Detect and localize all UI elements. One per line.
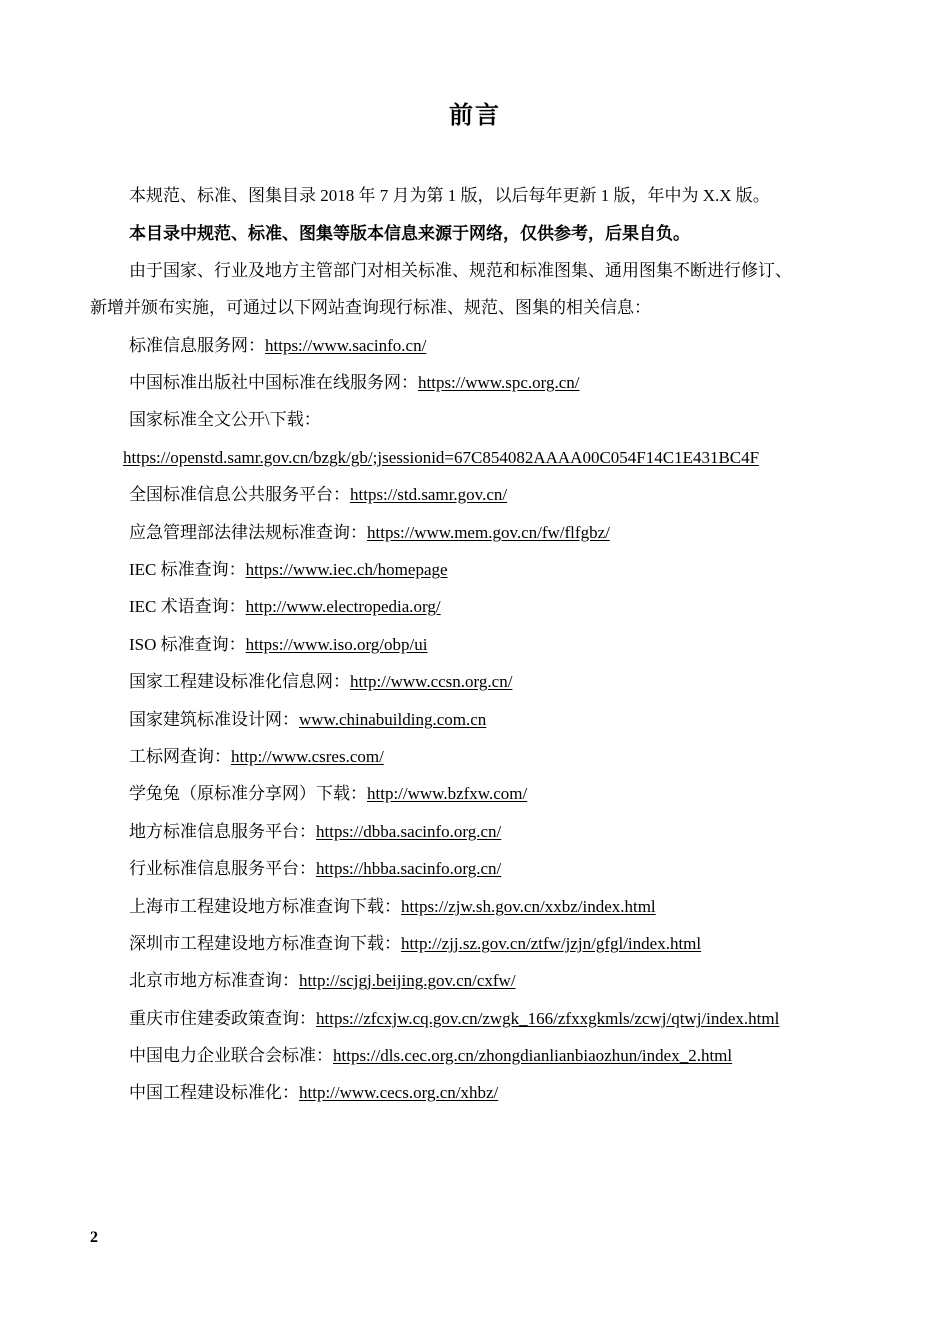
- link-item: [129, 670, 512, 694]
- link-item: [129, 932, 701, 956]
- link-item: [129, 857, 501, 881]
- link-url[interactable]: https://www.sacinfo.cn/: [265, 336, 427, 355]
- link-label: 学兔兔（原标准分享网）下载：: [129, 784, 367, 803]
- link-url[interactable]: https://dls.cec.org.cn/zhongdianlianbiaozhun/index_2.html: [333, 1046, 733, 1065]
- link-url[interactable]: http://scjgj.beijing.gov.cn/cxfw/: [299, 971, 516, 990]
- link-label: 全国标准信息公共服务平台：: [129, 485, 350, 504]
- link-url[interactable]: https://www.iso.org/obp/ui: [245, 635, 428, 654]
- link-label: 行业标准信息服务平台：: [129, 859, 316, 878]
- link-label: 深圳市工程建设地方标准查询下载：: [129, 934, 401, 953]
- link-url[interactable]: https://zfcxjw.cq.gov.cn/zwgk_166/zfxxgkmls/zcwj/qtwj/index.html: [316, 1009, 780, 1028]
- page-number: 2: [90, 1229, 98, 1246]
- page-title: 前言: [449, 103, 501, 129]
- intro-line-1: 由于国家、行业及地方主管部门对相关标准、规范和标准图集、通用图集不断进行修订、: [129, 261, 792, 280]
- link-label: 国家建筑标准设计网：: [129, 710, 299, 729]
- disclaimer: 本目录中规范、标准、图集等版本信息来源于网络，仅供参考，后果自负。: [129, 224, 690, 243]
- link-label: 地方标准信息服务平台：: [129, 822, 316, 841]
- link-item: [129, 969, 516, 993]
- link-label: 国家标准全文公开\下载：: [129, 410, 321, 429]
- link-item: [129, 895, 656, 919]
- link-url[interactable]: http://www.electropedia.org/: [245, 597, 441, 616]
- link-url[interactable]: https://dbba.sacinfo.org.cn/: [316, 822, 502, 841]
- link-url[interactable]: https://std.samr.gov.cn/: [350, 485, 508, 504]
- link-url[interactable]: https://zjw.sh.gov.cn/xxbz/index.html: [401, 897, 656, 916]
- link-item: [129, 1007, 779, 1031]
- link-url[interactable]: https://hbba.sacinfo.org.cn/: [316, 859, 502, 878]
- link-url[interactable]: https://openstd.samr.gov.cn/bzgk/gb/;jsessionid=67C854082AAAA00C054F14C1E431BC4F: [123, 448, 760, 467]
- link-label: IEC 标准查询：: [129, 560, 246, 579]
- link-item: [129, 334, 426, 358]
- link-url[interactable]: https://www.iec.ch/homepage: [245, 560, 448, 579]
- link-item: [129, 1081, 498, 1105]
- link-url[interactable]: https://www.mem.gov.cn/fw/flfgbz/: [367, 523, 610, 542]
- link-label: 中国标准出版社中国标准在线服务网：: [129, 373, 418, 392]
- link-item: [129, 820, 501, 844]
- link-label: 工标网查询：: [129, 747, 231, 766]
- link-item: [129, 558, 448, 582]
- link-label: 北京市地方标准查询：: [129, 971, 299, 990]
- link-url[interactable]: https://www.spc.org.cn/: [418, 373, 580, 392]
- link-item: [129, 521, 610, 545]
- link-item: [129, 408, 321, 432]
- link-item: [129, 745, 384, 769]
- link-item: [129, 782, 527, 806]
- link-label: 标准信息服务网：: [129, 336, 265, 355]
- link-item: [129, 371, 580, 395]
- link-label: 国家工程建设标准化信息网：: [129, 672, 350, 691]
- link-item: [129, 708, 486, 732]
- link-item: [129, 483, 507, 507]
- link-label: 中国工程建设标准化：: [129, 1083, 299, 1102]
- link-label: 上海市工程建设地方标准查询下载：: [129, 897, 401, 916]
- link-item: [129, 595, 441, 619]
- link-label: IEC 术语查询：: [129, 597, 246, 616]
- link-url[interactable]: http://zjj.sz.gov.cn/ztfw/jzjn/gfgl/index.html: [401, 934, 702, 953]
- link-url[interactable]: www.chinabuilding.com.cn: [299, 710, 487, 729]
- link-label: 应急管理部法律法规标准查询：: [129, 523, 367, 542]
- link-label: 中国电力企业联合会标准：: [129, 1046, 333, 1065]
- version-note: 本规范、标准、图集目录 2018 年 7 月为第 1 版，以后每年更新 1 版，年中为 X.X 版。: [129, 186, 770, 205]
- link-url[interactable]: http://www.bzfxw.com/: [367, 784, 528, 803]
- link-url[interactable]: http://www.csres.com/: [231, 747, 384, 766]
- link-url[interactable]: http://www.ccsn.org.cn/: [350, 672, 513, 691]
- link-item: [123, 446, 759, 470]
- link-item: [129, 1044, 732, 1068]
- link-url[interactable]: http://www.cecs.org.cn/xhbz/: [299, 1083, 499, 1102]
- link-label: 重庆市住建委政策查询：: [129, 1009, 316, 1028]
- intro-line-2: 新增并颁布实施，可通过以下网站查询现行标准、规范、图集的相关信息：: [90, 298, 651, 317]
- link-item: [129, 633, 427, 657]
- link-label: ISO 标准查询：: [129, 635, 246, 654]
